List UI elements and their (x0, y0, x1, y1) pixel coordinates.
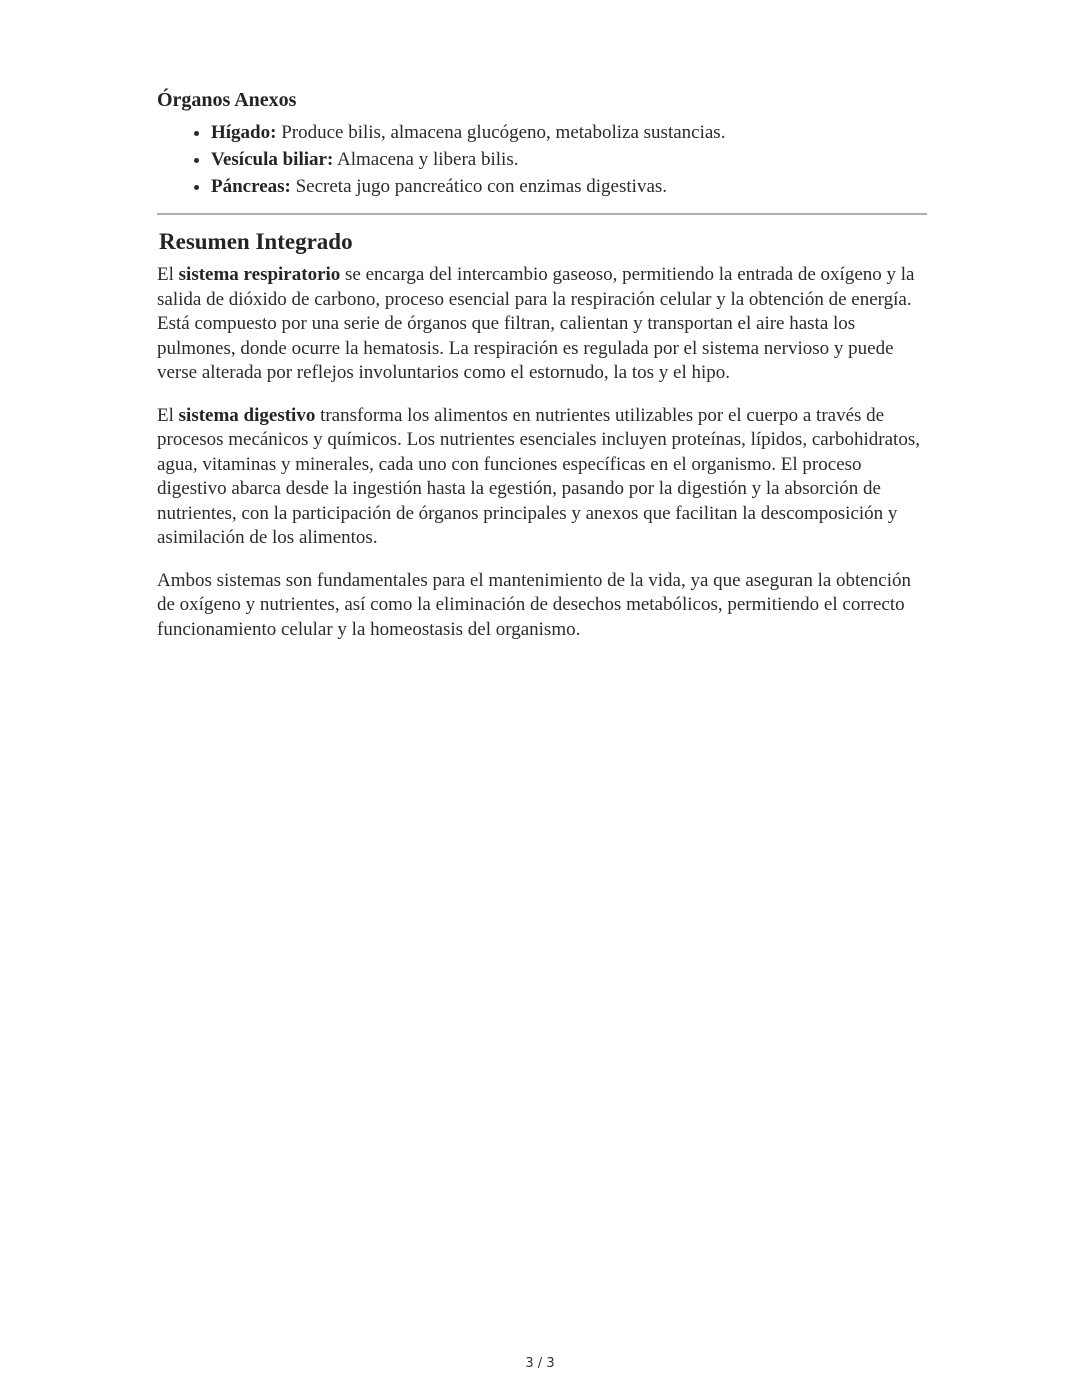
bullet-term-vesicula: Vesícula biliar: (211, 149, 334, 170)
bullet-desc-higado: Produce bilis, almacena glucógeno, metaboliza sustancias. (276, 122, 726, 143)
section-heading-resumen-integrado: Resumen Integrado (159, 229, 353, 254)
document-page (157, 0, 927, 660)
list-item (211, 119, 927, 146)
paragraph-digestivo (157, 404, 927, 551)
paragraph-conclusion (157, 569, 927, 643)
paragraph-respiratorio (157, 263, 927, 386)
bold-run-sistema-digestivo: sistema digestivo (178, 404, 316, 426)
section-heading-organos-anexos: Órganos Anexos (157, 89, 297, 111)
paragraph-text: Ambos sistemas son fundamentales para el mantenimiento de la vida, ya que aseguran la obtención de oxígeno y nutrientes, así como la eliminación de desechos metabólicos, permitiendo el correcto funcionamiento celular y la homeostasis del organismo. (157, 569, 911, 640)
bold-run-sistema-respiratorio: sistema respiratorio (178, 264, 341, 285)
list-item (211, 173, 927, 200)
bullet-term-higado: Hígado: (211, 122, 277, 143)
bullet-term-pancreas: Páncreas: (211, 176, 291, 197)
section-divider (157, 213, 927, 215)
paragraph-text: transforma los alimentos en nutrientes utilizables por el cuerpo a través de procesos mecánicos y químicos. Los nutrientes esenciales incluyen proteínas, lípidos, carbohidratos, agua, vitaminas y minerales, cada uno con funciones específicas en el organismo. El proceso digestivo abarca desde la ingestión hasta la egestión, pasando por la digestión y la absorción de nutrientes, con la participación de órganos principales y anexos que facilitan la descomposición y asimilación de los alimentos. (157, 404, 920, 548)
bullet-desc-pancreas: Secreta jugo pancreático con enzimas digestivas. (290, 176, 668, 197)
list-item (211, 146, 927, 173)
paragraph-text: El (157, 264, 179, 285)
paragraph-text: El (157, 404, 179, 426)
paragraph-text: se encarga del intercambio gaseoso, permitiendo la entrada de oxígeno y la salida de dióxido de carbono, proceso esencial para la respiración celular y la obtención de energía. Está compuesto por una serie de órganos que filtran, calientan y transportan el aire hasta los pulmones, donde ocurre la hematosis. La respiración es regulada por el sistema nervioso y puede verse alterada por reflejos involuntarios como el estornudo, la tos y el hipo. (157, 264, 915, 383)
page-number-indicator: 3 / 3 (525, 1356, 555, 1371)
bullet-desc-vesicula: Almacena y libera bilis. (333, 149, 519, 170)
anexos-bullet-list (157, 119, 927, 200)
